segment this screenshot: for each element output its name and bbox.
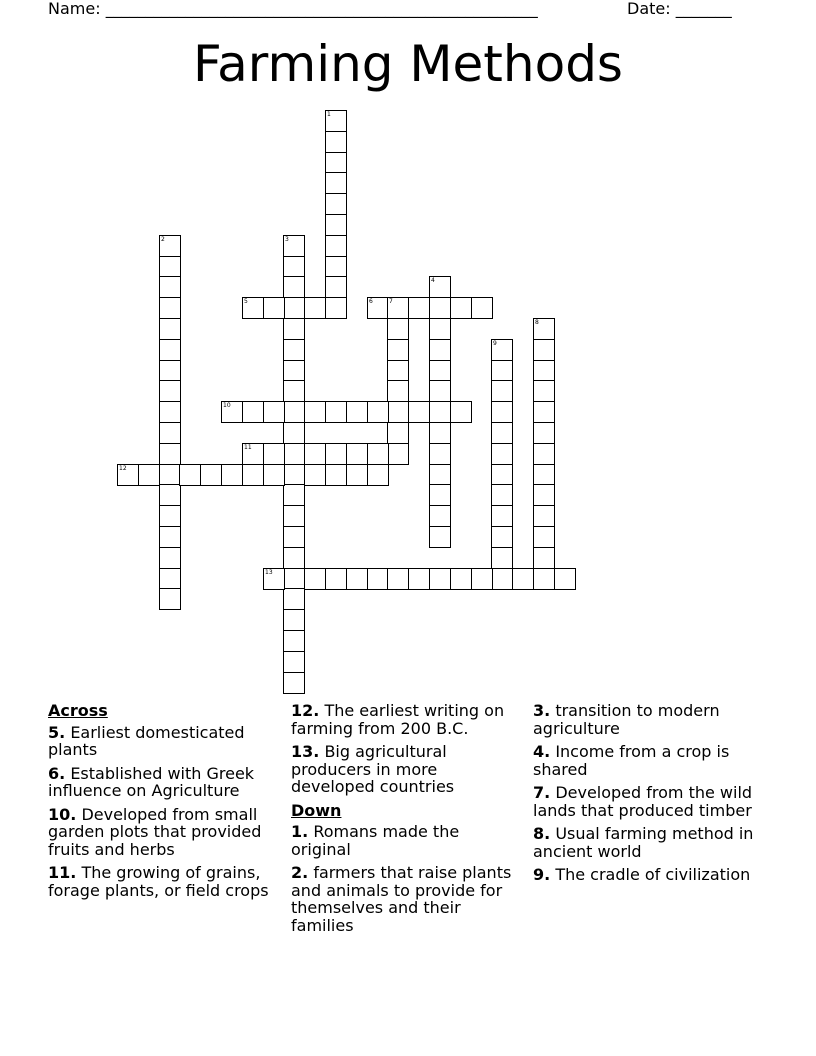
- grid-cell[interactable]: [491, 339, 513, 361]
- grid-cell[interactable]: [408, 401, 430, 423]
- grid-cell[interactable]: [325, 235, 347, 257]
- clue-number: 11: [244, 444, 252, 451]
- grid-cell[interactable]: [346, 568, 368, 590]
- grid-cell[interactable]: [159, 505, 181, 527]
- grid-cell[interactable]: [491, 526, 513, 548]
- grid-cell[interactable]: [533, 401, 555, 423]
- grid-cell[interactable]: [325, 152, 347, 174]
- grid-cell[interactable]: [533, 547, 555, 569]
- grid-cell[interactable]: [283, 505, 305, 527]
- grid-cell[interactable]: [491, 401, 513, 423]
- grid-cell[interactable]: [491, 443, 513, 465]
- grid-cell[interactable]: [429, 568, 451, 590]
- grid-cell[interactable]: [159, 422, 181, 444]
- clue-number: 1: [327, 111, 331, 118]
- grid-cell[interactable]: [283, 360, 305, 382]
- grid-cell[interactable]: [429, 297, 451, 319]
- grid-cell[interactable]: [533, 318, 555, 340]
- grid-cell[interactable]: [491, 422, 513, 444]
- clue-number: 7: [389, 298, 393, 305]
- grid-cell[interactable]: [159, 256, 181, 278]
- grid-cell[interactable]: [533, 484, 555, 506]
- clues-column-3: [533, 700, 765, 890]
- grid-cell[interactable]: [304, 297, 326, 319]
- grid-cell[interactable]: [283, 339, 305, 361]
- grid-cell[interactable]: [387, 339, 409, 361]
- grid-cell[interactable]: [283, 464, 305, 486]
- grid-cell[interactable]: [533, 422, 555, 444]
- grid-cell[interactable]: [387, 401, 409, 423]
- page-title: Farming Methods: [193, 35, 623, 93]
- grid-cell[interactable]: [159, 339, 181, 361]
- grid-cell[interactable]: [429, 380, 451, 402]
- grid-cell[interactable]: [325, 256, 347, 278]
- grid-cell[interactable]: [200, 464, 222, 486]
- grid-cell[interactable]: [533, 568, 555, 590]
- grid-cell[interactable]: [429, 505, 451, 527]
- grid-cell[interactable]: [387, 380, 409, 402]
- grid-cell[interactable]: [283, 256, 305, 278]
- grid-cell[interactable]: [387, 318, 409, 340]
- clue-down-9: 9. The cradle of civilization: [533, 865, 751, 884]
- clue-number: 9: [493, 340, 497, 347]
- clue-number: 6: [369, 298, 373, 305]
- grid-cell[interactable]: [533, 443, 555, 465]
- grid-cell[interactable]: [283, 484, 305, 506]
- clue-down-7: 7. Developed from the wild lands that produced timber: [533, 783, 753, 820]
- grid-cell[interactable]: [159, 547, 181, 569]
- grid-cell[interactable]: [159, 443, 181, 465]
- date-blank[interactable]: _______: [675, 0, 732, 18]
- grid-cell[interactable]: [221, 401, 243, 423]
- grid-cell[interactable]: [159, 526, 181, 548]
- grid-cell[interactable]: [159, 360, 181, 382]
- grid-cell[interactable]: [533, 339, 555, 361]
- grid-cell[interactable]: [117, 464, 139, 486]
- grid-cell[interactable]: [283, 235, 305, 257]
- grid-cell[interactable]: [159, 568, 181, 590]
- grid-cell[interactable]: [283, 422, 305, 444]
- grid-cell[interactable]: [491, 484, 513, 506]
- grid-cell[interactable]: [325, 297, 347, 319]
- grid-cell[interactable]: [159, 276, 181, 298]
- grid-cell[interactable]: [325, 193, 347, 215]
- grid-cell[interactable]: [429, 339, 451, 361]
- clue-number: 12: [119, 465, 127, 472]
- grid-cell[interactable]: [429, 318, 451, 340]
- clue-across-5: 5. Earliest domesticated plants: [48, 722, 245, 759]
- clue-across-12: 12. The earliest writing on farming from 200 B.C.: [291, 701, 505, 738]
- grid-cell[interactable]: [263, 568, 285, 590]
- grid-cell[interactable]: [387, 422, 409, 444]
- grid-cell[interactable]: [408, 568, 430, 590]
- grid-cell[interactable]: [304, 443, 326, 465]
- grid-cell[interactable]: [242, 401, 264, 423]
- grid-cell[interactable]: [242, 443, 264, 465]
- grid-cell[interactable]: [491, 360, 513, 382]
- name-label: Name:: [48, 0, 101, 18]
- grid-cell[interactable]: [471, 568, 493, 590]
- grid-cell[interactable]: [387, 297, 409, 319]
- grid-cell[interactable]: [283, 547, 305, 569]
- clue-number: 5: [244, 298, 248, 305]
- clue-number: 4: [431, 277, 435, 284]
- grid-cell[interactable]: [159, 297, 181, 319]
- grid-cell[interactable]: [325, 172, 347, 194]
- grid-cell[interactable]: [387, 443, 409, 465]
- grid-cell[interactable]: [429, 422, 451, 444]
- grid-cell[interactable]: [263, 443, 285, 465]
- grid-cell[interactable]: [242, 297, 264, 319]
- grid-cell[interactable]: [283, 276, 305, 298]
- grid-cell[interactable]: [387, 568, 409, 590]
- clue-number: 13: [265, 569, 273, 576]
- across-heading: Across: [48, 701, 108, 720]
- grid-cell[interactable]: [533, 464, 555, 486]
- grid-cell[interactable]: [159, 318, 181, 340]
- grid-cell[interactable]: [242, 464, 264, 486]
- grid-cell[interactable]: [283, 443, 305, 465]
- grid-cell[interactable]: [283, 318, 305, 340]
- grid-cell[interactable]: [325, 568, 347, 590]
- grid-cell[interactable]: [387, 360, 409, 382]
- clue-number: 2: [161, 236, 165, 243]
- clue-down-1: 1. Romans made the original: [291, 822, 460, 859]
- date-label: Date:: [627, 0, 671, 18]
- grid-cell[interactable]: [491, 505, 513, 527]
- clue-across-11: 11. The growing of grains, forage plants, or field crops: [48, 863, 269, 900]
- grid-cell[interactable]: [429, 360, 451, 382]
- grid-cell[interactable]: [533, 380, 555, 402]
- clue-number: 3: [285, 236, 289, 243]
- grid-cell[interactable]: [304, 401, 326, 423]
- grid-cell[interactable]: [429, 484, 451, 506]
- grid-cell[interactable]: [179, 464, 201, 486]
- grid-cell[interactable]: [283, 526, 305, 548]
- grid-cell[interactable]: [512, 568, 534, 590]
- clue-number: 8: [535, 319, 539, 326]
- grid-cell[interactable]: [325, 276, 347, 298]
- grid-cell[interactable]: [159, 464, 181, 486]
- grid-cell[interactable]: [429, 526, 451, 548]
- grid-cell[interactable]: [533, 526, 555, 548]
- grid-cell[interactable]: [429, 401, 451, 423]
- grid-cell[interactable]: [325, 214, 347, 236]
- clues-column-2: [291, 700, 523, 940]
- grid-cell[interactable]: [367, 568, 389, 590]
- clue-down-3: 3. transition to modern agriculture: [533, 701, 720, 738]
- grid-cell[interactable]: [325, 401, 347, 423]
- grid-cell[interactable]: [159, 380, 181, 402]
- grid-cell[interactable]: [471, 297, 493, 319]
- grid-cell[interactable]: [491, 547, 513, 569]
- grid-cell[interactable]: [159, 235, 181, 257]
- grid-cell[interactable]: [491, 380, 513, 402]
- grid-cell[interactable]: [367, 297, 389, 319]
- down-heading: Down: [291, 800, 342, 820]
- grid-cell[interactable]: [159, 401, 181, 423]
- grid-cell[interactable]: [408, 297, 430, 319]
- grid-cell[interactable]: [159, 484, 181, 506]
- grid-cell[interactable]: [367, 443, 389, 465]
- grid-cell[interactable]: [325, 110, 347, 132]
- grid-cell[interactable]: [283, 380, 305, 402]
- name-blank[interactable]: ______________________________________________________: [105, 0, 538, 18]
- grid-cell[interactable]: [491, 568, 513, 590]
- grid-cell[interactable]: [346, 464, 368, 486]
- grid-cell[interactable]: [159, 588, 181, 610]
- grid-cell[interactable]: [283, 568, 305, 590]
- clue-down-4: 4. Income from a crop is shared: [533, 742, 730, 779]
- grid-cell[interactable]: [450, 401, 472, 423]
- grid-cell[interactable]: [491, 464, 513, 486]
- grid-cell[interactable]: [283, 672, 305, 694]
- grid-cell[interactable]: [263, 297, 285, 319]
- clue-across-6: 6. Established with Greek influence on Agriculture: [48, 763, 255, 800]
- grid-cell[interactable]: [304, 568, 326, 590]
- grid-cell[interactable]: [283, 630, 305, 652]
- grid-cell[interactable]: [138, 464, 160, 486]
- grid-cell[interactable]: [429, 276, 451, 298]
- grid-cell[interactable]: [554, 568, 576, 590]
- grid-cell[interactable]: [450, 297, 472, 319]
- grid-cell[interactable]: [450, 568, 472, 590]
- grid-cell[interactable]: [346, 401, 368, 423]
- grid-cell[interactable]: [221, 464, 243, 486]
- clue-across-10: 10. Developed from small garden plots that provided fruits and herbs: [48, 804, 262, 859]
- grid-cell[interactable]: [283, 651, 305, 673]
- grid-cell[interactable]: [429, 464, 451, 486]
- grid-cell[interactable]: [263, 401, 285, 423]
- clues-column-1: [48, 700, 280, 905]
- grid-cell[interactable]: [283, 609, 305, 631]
- grid-cell[interactable]: [283, 297, 305, 319]
- clue-down-8: 8. Usual farming method in ancient world: [533, 824, 754, 861]
- grid-cell[interactable]: [283, 401, 305, 423]
- grid-cell[interactable]: [533, 505, 555, 527]
- grid-cell[interactable]: [346, 443, 368, 465]
- grid-cell[interactable]: [429, 443, 451, 465]
- grid-cell[interactable]: [263, 464, 285, 486]
- clue-across-13: 13. Big agricultural producers in more developed countries: [291, 742, 455, 796]
- grid-cell[interactable]: [325, 131, 347, 153]
- grid-cell[interactable]: [367, 464, 389, 486]
- grid-cell[interactable]: [325, 464, 347, 486]
- clue-down-2: 2. farmers that raise plants and animals to provide for themselves and their families: [291, 863, 512, 935]
- grid-cell[interactable]: [304, 464, 326, 486]
- grid-cell[interactable]: [283, 588, 305, 610]
- grid-cell[interactable]: [533, 360, 555, 382]
- grid-cell[interactable]: [325, 443, 347, 465]
- grid-cell[interactable]: [367, 401, 389, 423]
- clue-number: 10: [223, 402, 231, 409]
